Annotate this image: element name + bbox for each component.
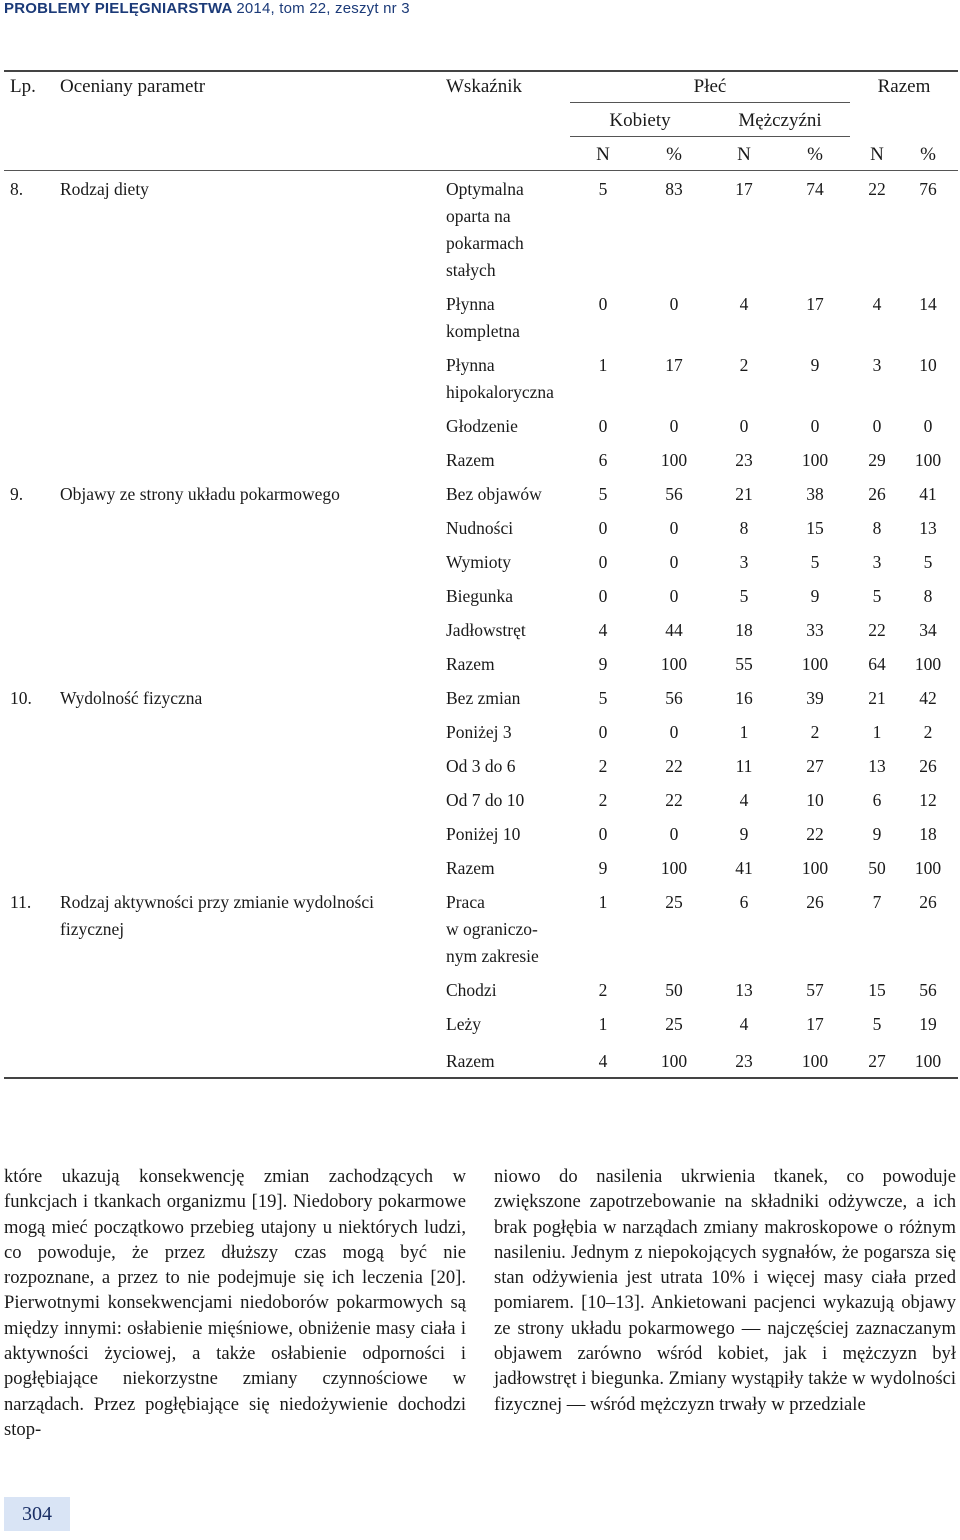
table-cell-value: 5 [923, 552, 933, 572]
row-indicator: Płynna [446, 294, 495, 314]
row-lp: 9. [10, 484, 24, 504]
table-cell-value: 22 [806, 824, 824, 844]
header-mezczyzni: Mężczyźni [738, 110, 822, 131]
table-cell-value: 5 [598, 688, 608, 708]
table-cell-value: 16 [735, 688, 753, 708]
table-cell-value: 0 [872, 416, 882, 436]
table-cell-value: 4 [598, 1051, 608, 1071]
table-cell-value: 5 [810, 552, 820, 572]
table-cell-value: 12 [919, 790, 937, 810]
table-cell-value: 13 [919, 518, 937, 538]
table-cell-value: 17 [806, 294, 824, 314]
body-column-right [494, 1164, 956, 1417]
table-cell-value: 0 [669, 722, 679, 742]
row-lp: 10. [10, 688, 32, 708]
header-col-n: N [737, 144, 751, 165]
table-cell-value: 4 [872, 294, 882, 314]
table-cell-value: 0 [598, 294, 608, 314]
row-indicator: Od 7 do 10 [446, 790, 525, 810]
table-cell-value: 9 [872, 824, 882, 844]
row-indicator: Praca [446, 892, 485, 912]
table-cell-value: 41 [919, 484, 937, 504]
table-cell-value: 5 [598, 179, 608, 199]
table-cell-value: 13 [868, 756, 886, 776]
body-paragraph-right: niowo do nasilenia ukrwienia tkanek, co powoduje zwiększone zapotrzebowanie na składniki odżywcze, a ich brak pogłębia w narządach zmiany makroskopowe o różnym nasileniu. Jednym z niepokojących sygnałów, że pogarsza się stan odżywienia jest utrata 10% i więcej masy ciała przed pomiarem. [10–13]. Ankietowani pacjenci wykazują objawy ze strony układu pokarmowego — najczęściej zaznaczanym objawem zarówno wśród kobiet, jak i mężczyzn był jadłowstręt i biegunka. Zmiany wystąpiły także w wydolności fizycznej — wśród mężczyzn trwały w przedziale [494, 1166, 956, 1415]
table-cell-value: 10 [806, 790, 824, 810]
table-cell-value: 0 [598, 518, 608, 538]
journal-title: PROBLEMY PIELĘGNIARSTWA [4, 0, 232, 17]
table-cell-value: 9 [598, 858, 608, 878]
running-head [4, 0, 410, 17]
table-cell-value: 1 [739, 722, 749, 742]
table-bottom-rule [4, 1077, 958, 1079]
table-top-rule [4, 70, 958, 72]
table-cell-value: 0 [598, 586, 608, 606]
table-cell-value: 1 [598, 355, 608, 375]
table-cell-value: 17 [806, 1014, 824, 1034]
table-cell-value: 100 [660, 858, 688, 878]
header-kobiety: Kobiety [609, 110, 671, 131]
row-indicator: Wymioty [446, 552, 512, 572]
row-indicator: Bez zmian [446, 688, 521, 708]
table-cell-value: 55 [735, 654, 753, 674]
table-cell-value: 1 [872, 722, 882, 742]
row-parameter: Objawy ze strony układu pokarmowego [60, 484, 340, 504]
table-cell-value: 100 [914, 450, 942, 470]
table-cell-value: 6 [739, 892, 749, 912]
table-cell-value: 2 [598, 756, 608, 776]
row-indicator: Głodzenie [446, 416, 518, 436]
table-cell-value: 33 [806, 620, 824, 640]
table-cell-value: 100 [914, 858, 942, 878]
row-parameter: Rodzaj aktywności przy zmianie wydolności [60, 892, 374, 912]
table-cell-value: 25 [665, 892, 683, 912]
row-indicator: Nudności [446, 518, 514, 538]
page-number: 304 [4, 1497, 70, 1531]
row-indicator: w ograniczo- [446, 919, 538, 939]
table-cell-value: 9 [810, 355, 820, 375]
table-cell-value: 9 [598, 654, 608, 674]
table-cell-value: 4 [739, 790, 749, 810]
row-indicator: Chodzi [446, 980, 497, 1000]
row-parameter: fizycznej [60, 919, 125, 939]
table-cell-value: 11 [735, 756, 753, 776]
table-cell-value: 0 [598, 416, 608, 436]
table-cell-value: 0 [598, 722, 608, 742]
row-indicator: Razem [446, 654, 495, 674]
table-cell-value: 25 [665, 1014, 683, 1034]
table-cell-value: 9 [739, 824, 749, 844]
table-cell-value: 100 [660, 1051, 688, 1071]
table-cell-value: 26 [919, 892, 937, 912]
table-cell-value: 26 [868, 484, 886, 504]
table-cell-value: 27 [806, 756, 824, 776]
header-plec: Płeć [693, 76, 727, 97]
table-cell-value: 44 [665, 620, 683, 640]
row-indicator: pokarmach [446, 233, 524, 253]
table-cell-value: 17 [735, 179, 753, 199]
header-razem: Razem [877, 76, 931, 97]
row-parameter: Rodzaj diety [60, 179, 149, 199]
table-cell-value: 8 [739, 518, 749, 538]
table-cell-value: 3 [739, 552, 749, 572]
table-cell-value: 2 [598, 980, 608, 1000]
gender-underline [570, 136, 850, 137]
table-cell-value: 19 [919, 1014, 937, 1034]
table-cell-value: 56 [665, 484, 683, 504]
table-cell-value: 2 [810, 722, 820, 742]
table-cell-value: 8 [872, 518, 882, 538]
table-cell-value: 0 [598, 552, 608, 572]
table-cell-value: 56 [665, 688, 683, 708]
table-cell-value: 8 [923, 586, 933, 606]
table-cell-value: 100 [914, 1051, 942, 1071]
row-indicator: Poniżej 10 [446, 824, 521, 844]
table-cell-value: 50 [868, 858, 886, 878]
table-cell-value: 2 [923, 722, 933, 742]
table-cell-value: 3 [872, 552, 882, 572]
header-col-pct: % [666, 144, 682, 165]
row-indicator: Jadłowstręt [446, 620, 526, 640]
table-cell-value: 0 [669, 552, 679, 572]
table-cell-value: 4 [739, 1014, 749, 1034]
table-cell-value: 15 [806, 518, 824, 538]
table-cell-value: 56 [919, 980, 937, 1000]
table-cell-value: 3 [872, 355, 882, 375]
table-cell-value: 26 [806, 892, 824, 912]
body-column-left [4, 1164, 466, 1442]
table-cell-value: 83 [665, 179, 683, 199]
table-cell-value: 18 [735, 620, 753, 640]
header-col-n: N [870, 144, 884, 165]
table-header-rule [4, 170, 958, 171]
header-wskaznik: Wskaźnik [446, 76, 522, 97]
table-cell-value: 100 [660, 450, 688, 470]
table-cell-value: 57 [806, 980, 824, 1000]
table-cell-value: 5 [739, 586, 749, 606]
row-indicator: nym zakresie [446, 946, 539, 966]
table-cell-value: 34 [919, 620, 937, 640]
row-indicator: Razem [446, 450, 495, 470]
table-cell-value: 6 [598, 450, 608, 470]
header-lp: Lp. [10, 76, 36, 97]
table-cell-value: 1 [598, 1014, 608, 1034]
table-cell-value: 4 [739, 294, 749, 314]
table-cell-value: 0 [669, 586, 679, 606]
row-indicator: Bez objawów [446, 484, 542, 504]
header-col-pct: % [920, 144, 936, 165]
table-cell-value: 6 [872, 790, 882, 810]
row-indicator: oparta na [446, 206, 511, 226]
table-cell-value: 2 [739, 355, 749, 375]
table-cell-value: 23 [735, 450, 753, 470]
row-indicator: stałych [446, 260, 496, 280]
table-cell-value: 100 [801, 1051, 829, 1071]
header-col-n: N [596, 144, 610, 165]
table-cell-value: 14 [919, 294, 937, 314]
row-lp: 11. [10, 892, 32, 912]
header-parametr: Oceniany parametr [60, 76, 206, 97]
row-indicator: Biegunka [446, 586, 514, 606]
row-indicator: Razem [446, 858, 495, 878]
table-cell-value: 42 [919, 688, 937, 708]
table-cell-value: 64 [868, 654, 886, 674]
table-cell-value: 15 [868, 980, 886, 1000]
table-cell-value: 17 [665, 355, 683, 375]
table-cell-value: 74 [806, 179, 824, 199]
table-cell-value: 13 [735, 980, 753, 1000]
table-cell-value: 41 [735, 858, 753, 878]
table-cell-value: 23 [735, 1051, 753, 1071]
table-cell-value: 22 [665, 790, 683, 810]
table-cell-value: 22 [665, 756, 683, 776]
table-cell-value: 0 [669, 518, 679, 538]
table-cell-value: 5 [872, 1014, 882, 1034]
table-cell-value: 100 [801, 654, 829, 674]
table-cell-value: 0 [598, 824, 608, 844]
body-paragraph-left: które ukazują konsekwencję zmian zachodzących w funkcjach i tkankach organizmu [19]. Niedobory pokarmowe mogą mieć początkowo przebieg utajony u niektórych ludzi, co powoduje, że przez dłuższy czas mogą być nie rozpoznane, a przez to nie podejmuje się ich leczenia [20]. Pierwotnymi konsekwencjami niedoborów pokarmowych są między innymi: osłabienie mięśniowe, obniżenie masy ciała i aktywności życiowej, a także osłabienie odporności i pogłębiające niekorzystne zmiany czynnościowe w narządach. Przez pogłębiające się niedożywienie dochodzi stop- [4, 1166, 466, 1440]
table-cell-value: 0 [669, 416, 679, 436]
row-indicator: Płynna [446, 355, 495, 375]
table-cell-value: 100 [801, 858, 829, 878]
plec-underline [570, 102, 850, 103]
row-lp: 8. [10, 179, 24, 199]
table-cell-value: 4 [598, 620, 608, 640]
table-cell-value: 100 [914, 654, 942, 674]
table-cell-value: 0 [669, 294, 679, 314]
table-cell-value: 0 [923, 416, 933, 436]
table-cell-value: 2 [598, 790, 608, 810]
table-cell-value: 27 [868, 1051, 886, 1071]
table-cell-value: 5 [598, 484, 608, 504]
row-indicator: Optymalna [446, 179, 524, 199]
row-indicator: Razem [446, 1051, 495, 1071]
table-cell-value: 26 [919, 756, 937, 776]
row-indicator: kompletna [446, 321, 520, 341]
row-indicator: Poniżej 3 [446, 722, 512, 742]
table-cell-value: 22 [868, 179, 886, 199]
table-cell-value: 50 [665, 980, 683, 1000]
header-col-pct: % [807, 144, 823, 165]
table-cell-value: 39 [806, 688, 824, 708]
table-cell-value: 0 [739, 416, 749, 436]
table-cell-value: 0 [669, 824, 679, 844]
row-indicator: hipokaloryczna [446, 382, 554, 402]
table-cell-value: 5 [872, 586, 882, 606]
table-cell-value: 38 [806, 484, 824, 504]
row-parameter: Wydolność fizyczna [60, 688, 203, 708]
table-cell-value: 10 [919, 355, 937, 375]
table-cell-value: 18 [919, 824, 937, 844]
table-cell-value: 21 [735, 484, 753, 504]
table-cell-value: 22 [868, 620, 886, 640]
table-cell-value: 21 [868, 688, 886, 708]
table-cell-value: 29 [868, 450, 886, 470]
journal-issue: 2014, tom 22, zeszyt nr 3 [236, 0, 410, 17]
table-cell-value: 0 [810, 416, 820, 436]
row-indicator: Od 3 do 6 [446, 756, 516, 776]
table-cell-value: 7 [872, 892, 882, 912]
table-cell-value: 9 [810, 586, 820, 606]
table-cell-value: 100 [801, 450, 829, 470]
row-indicator: Leży [446, 1014, 481, 1034]
table-cell-value: 1 [598, 892, 608, 912]
table-cell-value: 76 [919, 179, 937, 199]
table-cell-value: 100 [660, 654, 688, 674]
